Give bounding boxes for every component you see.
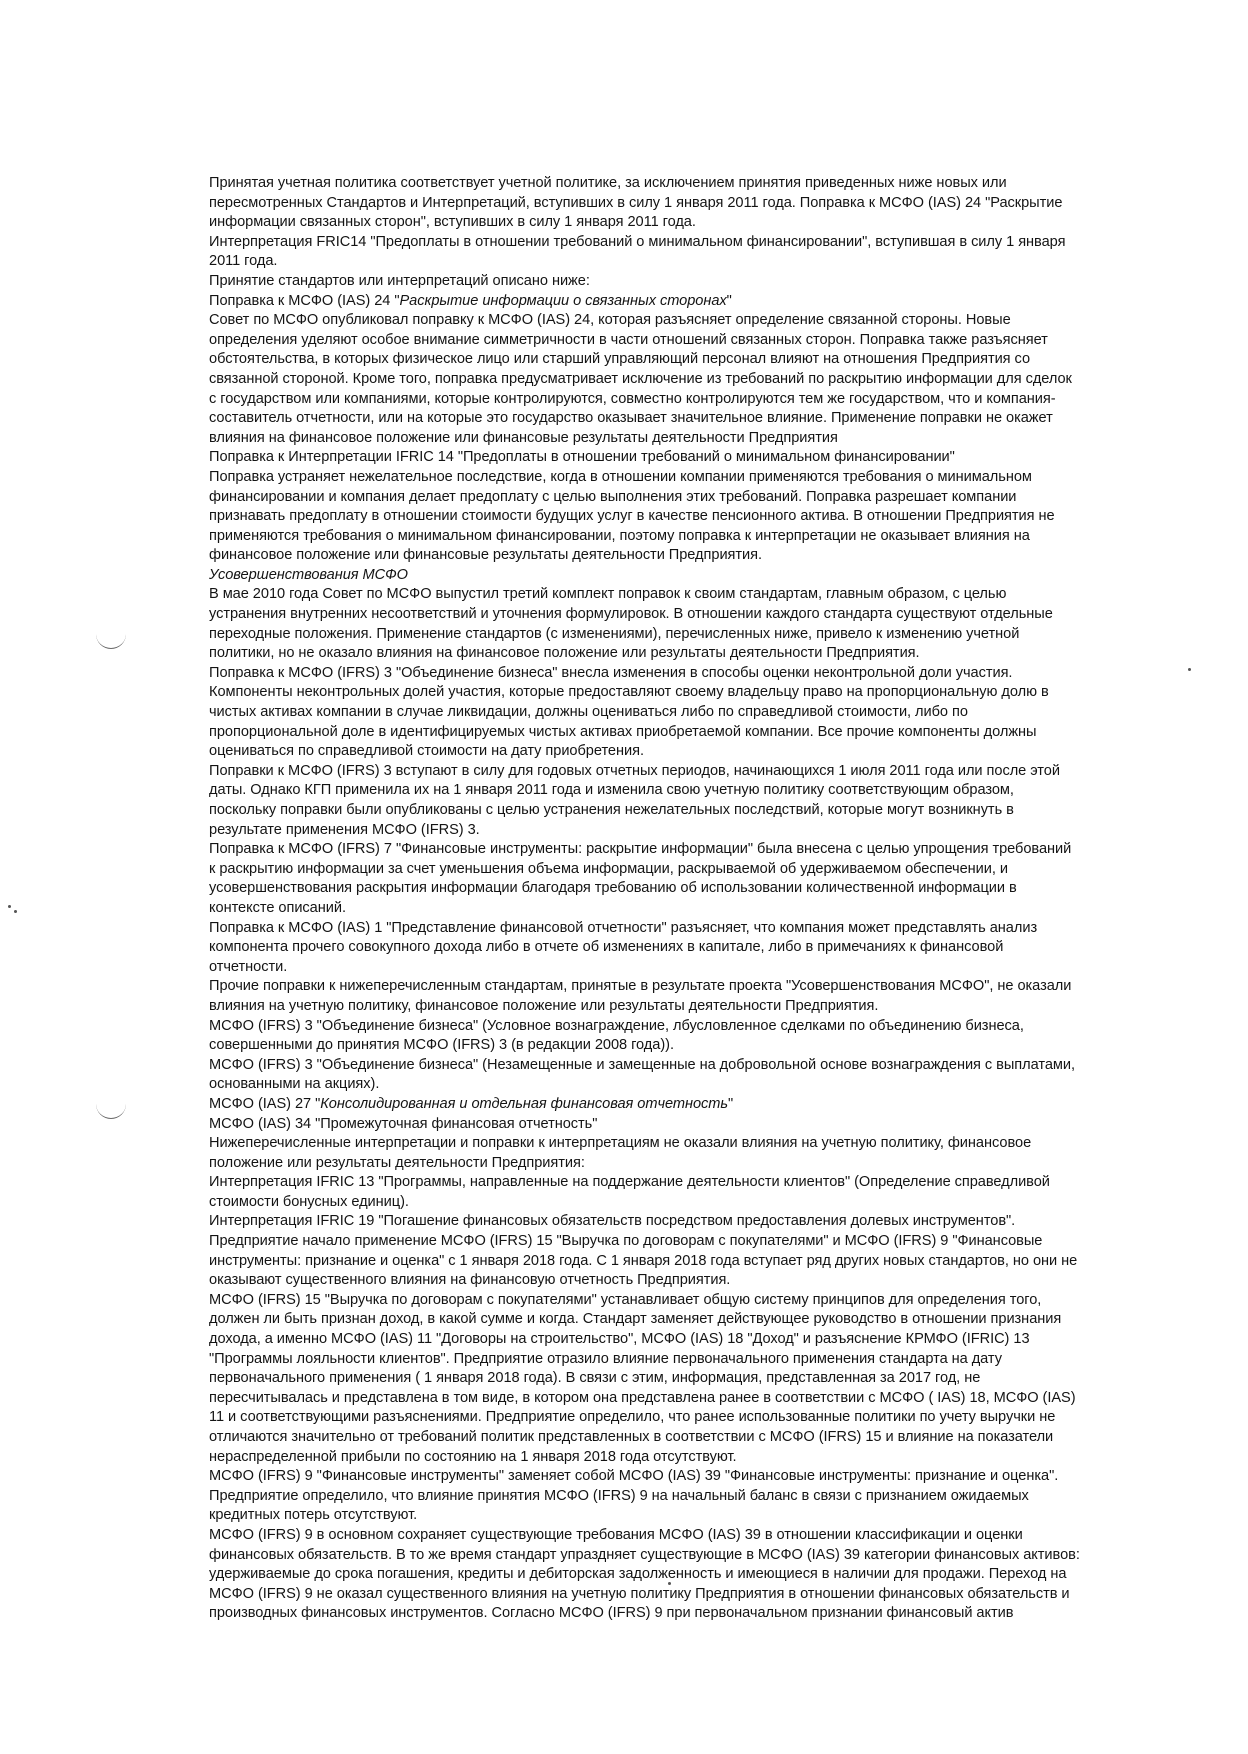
text-line: влияния на учетную политику, финансовое положение или результаты деятельности Предприятия. <box>209 997 879 1014</box>
text-line: Поправка к МСФО (IFRS) 3 "Объединение бизнеса" внесла изменения в способы оценки неконтрольной доли участия. <box>209 664 1013 681</box>
scan-artifact-dot <box>668 1582 671 1585</box>
text-line: к раскрытию информации за счет уменьшения объема информации, раскрываемой об удерживаемом обеспечении, и <box>209 860 1008 877</box>
scan-artifact-hole-mark <box>96 1098 126 1119</box>
text-line: МСФО (IAS) 27 "Консолидированная и отдельная финансовая отчетность" <box>209 1095 734 1112</box>
scan-artifact-hole-mark <box>96 628 126 649</box>
text-line: пропорциональной доле в идентифицируемых чистых активах приобретаемой компании. Все прочие компоненты должны <box>209 723 1037 740</box>
scan-artifact-dot <box>14 910 17 913</box>
text-line: контексте описаний. <box>209 899 346 916</box>
text-line: Совет по МСФО опубликовал поправку к МСФО (IAS) 24, которая разъясняет определение связанной стороны. Новые <box>209 312 1011 329</box>
text-line: устранения внутренних несоответствий и уточнения формулировок. В отношении каждого стандарта существуют отдельные <box>209 606 1053 623</box>
text-line: поскольку поправки были опубликованы с целью устранения нежелательных последствий, которые могут возникнуть в <box>209 802 1014 818</box>
text-line: основанными на акциях). <box>209 1076 380 1093</box>
text-line: информации связанных сторон", вступивших в силу 1 января 2011 года. <box>209 214 696 231</box>
text-line: пересчитывалась и представлена в том виде, в котором она представлена ранее в соответствии с МСФО ( IAS) 18, МСФО (IAS) <box>209 1389 1076 1406</box>
text-line: политики, но не оказало влияния на финансовое положение или результаты деятельности Предприятия. <box>209 645 920 662</box>
text-line: применяются требования о минимальном финансировании, поэтому поправка к интерпретации не оказывает влияния на <box>209 527 1030 544</box>
text-line: 2011 года. <box>209 253 278 270</box>
text-line: связанной стороной. Кроме того, поправка предусматривает исключение из требований по раскрытию информации для сделок <box>209 370 1072 387</box>
text-line: переходные положения. Применение стандартов (с изменениями), перечисленных ниже, привело к изменению учетной <box>209 625 1020 642</box>
text-line: Поправки к МСФО (IFRS) 3 вступают в силу для годовых отчетных периодов, начинающихся 1 июля 2011 года или после этой <box>209 762 1060 779</box>
text-line: удерживаемые до срока погашения, кредиты и дебиторская задолженность и имеющиеся в наличии для продажи. Переход на <box>209 1566 1067 1583</box>
text-line: результате применения МСФО (IFRS) 3. <box>209 821 480 838</box>
text-line: Поправка устраняет нежелательное последствие, когда в отношении компании применяются требования о минимальном <box>209 468 1032 485</box>
text-line: МСФО (IFRS) 15 "Выручка по договорам с покупателями" устанавливает общую систему принципов для определения того, <box>209 1291 1042 1308</box>
text-line: Принятие стандартов или интерпретаций описано ниже: <box>209 272 590 289</box>
text-line: Интерпретация IFRIC 19 "Погашение финансовых обязательств посредством предоставления долевых инструментов". <box>209 1213 1016 1230</box>
text-line: усовершенствования раскрытия информации благодаря требованию об использовании количественной информации в <box>209 880 1017 897</box>
text-line: составитель отчетности, или на которые это государство оказывает значительное влияние. Применение поправки не окажет <box>209 410 1053 427</box>
text-line: с государством или компаниями, которые контролируются, совместно контролируются тем же государством, что и компания- <box>209 390 1056 407</box>
text-line: МСФО (IAS) 34 "Промежуточная финансовая отчетность" <box>209 1115 598 1132</box>
text-line: стоимости бонусных единиц). <box>209 1193 409 1210</box>
text-line: МСФО (IFRS) 9 не оказал существенного влияния на учетную политику Предприятия в отношении финансовых обязательств и <box>209 1585 1070 1602</box>
text-line: чистых активах компании в случае ликвидации, должны оцениваться либо по справедливой стоимости, либо по <box>209 704 968 721</box>
text-line: Поправка к МСФО (IAS) 1 "Представление финансовой отчетности" разъясняет, что компания может представлять анализ <box>209 919 1038 936</box>
text-line: Компоненты неконтрольных долей участия, которые предоставляют своему владельцу право на пропорциональную долю в <box>209 684 1049 701</box>
text-line: влияния на финансовое положение или финансовые результаты деятельности Предприятия <box>209 429 838 446</box>
text-line: Нижеперечисленные интерпретации и поправки к интерпретациям не оказали влияния на учетную политику, финансовое <box>209 1135 1032 1152</box>
text-line: Усовершенствования МСФО <box>209 566 408 583</box>
text-line: Предприятие определило, что влияние принятия МСФО (IFRS) 9 на начальный баланс в связи с признанием ожидаемых <box>209 1487 1029 1504</box>
text-line: Прочие поправки к нижеперечисленным стандартам, принятые в результате проекта "Усовершенствования МСФО", не оказали <box>209 978 1072 995</box>
text-line: Интерпретация FRIC14 "Предоплаты в отношении требований о минимальном финансировании", вступившая в силу 1 января <box>209 233 1066 250</box>
text-line: финансировании и компания делает предоплату с целью выполнения этих требований. Поправка разрешает компании <box>209 488 1017 505</box>
text-line: совершенными до принятия МСФО (IFRS) 3 (в редакции 2008 года)). <box>209 1037 674 1054</box>
text-line: "Программы лояльности клиентов". Предприятие отразило влияние первоначального применения стандарта на дату <box>209 1350 1002 1367</box>
text-line: отличаются значительно от требований политик представленных в соответствии с МСФО (IFRS) 15 и влияние на показатели <box>209 1429 1054 1445</box>
text-line: производных финансовых инструментов. Согласно МСФО (IFRS) 9 при первоначальном признании финансовый актив <box>209 1605 1014 1622</box>
text-line: признавать предоплату в отношении стоимости будущих услуг в качестве пенсионного актива. В отношении Предприятия не <box>209 508 1055 525</box>
scan-artifact-dot <box>1188 668 1191 671</box>
text-line: МСФО (IFRS) 9 "Финансовые инструменты" заменяет собой МСФО (IAS) 39 "Финансовые инструменты: признание и оценка". <box>209 1468 1059 1485</box>
text-line: Поправка к МСФО (IAS) 24 "Раскрытие информации о связанных сторонах" <box>209 292 732 309</box>
text-line: инструменты: признание и оценка" с 1 января 2018 года. С 1 января 2018 года вступает ряд других новых стандартов, но они не <box>209 1252 1078 1269</box>
text-line: пересмотренных Стандартов и Интерпретаций, вступивших в силу 1 января 2011 года. Поправка к МСФО (IAS) 24 "Раскрытие <box>209 194 1063 211</box>
text-line: финансовых обязательств. В то же время стандарт упраздняет существующие в МСФО (IAS) 39 категории финансовых активов: <box>209 1546 1080 1563</box>
text-line: положение или результаты деятельности Предприятия: <box>209 1154 585 1171</box>
text-line: первоначального применения ( 1 января 2018 года). В связи с этим, информация, представленная за 2017 год, не <box>209 1370 981 1387</box>
document-body <box>209 174 1199 1624</box>
text-line: даты. Однако КГП применила их на 1 января 2011 года и изменила свою учетную политику соответствующим образом, <box>209 782 1014 799</box>
text-line: нераспределенной прибыли по состоянию на 1 января 2018 года отсутствуют. <box>209 1448 737 1465</box>
text-line: оцениваться по справедливой стоимости на дату приобретения. <box>209 743 644 760</box>
text-line: МСФО (IFRS) 3 "Объединение бизнеса" (Условное вознаграждение, лбусловленное сделками по объединению бизнеса, <box>209 1017 1024 1034</box>
text-line: отчетности. <box>209 958 288 975</box>
text-line: кредитных потерь отсутствуют. <box>209 1507 418 1524</box>
scan-artifact-dot <box>8 905 11 908</box>
text-line: 11 и соответствующими разъяснениями. Предприятие определило, что ранее использованные политики по учету выручки не <box>209 1409 1056 1426</box>
text-line: Интерпретация IFRIC 13 "Программы, направленные на поддержание деятельности клиентов" (Определение справедливой <box>209 1174 1050 1191</box>
text-line: МСФО (IFRS) 3 "Объединение бизнеса" (Незамещенные и замещенные на добровольной основе вознаграждения с выплатами, <box>209 1056 1075 1073</box>
text-line: Предприятие начало применение МСФО (IFRS) 15 "Выручка по договорам с покупателями" и МСФО (IFRS) 9 "Финансовые <box>209 1233 1043 1250</box>
text-line: Поправка к МСФО (IFRS) 7 "Финансовые инструменты: раскрытие информации" была внесена с целью упрощения требований <box>209 841 1072 858</box>
text-line: Поправка к Интерпретации IFRIC 14 "Предоплаты в отношении требований о минимальном финансировании" <box>209 449 955 466</box>
text-line: МСФО (IFRS) 9 в основном сохраняет существующие требования МСФО (IAS) 39 в отношении классификации и оценки <box>209 1526 1023 1543</box>
text-line: обстоятельства, в которых физическое лицо или старший управляющий персонал влияют на отношения Предприятия со <box>209 351 1031 368</box>
text-line: оказывают существенного влияния на финансовую отчетность Предприятия. <box>209 1272 731 1289</box>
text-line: В мае 2010 года Совет по МСФО выпустил третий комплект поправок к своим стандартам, главным образом, с целью <box>209 586 1007 603</box>
text-line: Принятая учетная политика соответствует учетной политике, за исключением принятия приведенных ниже новых или <box>209 175 1007 191</box>
text-line: должен ли быть признан доход, в какой сумме и когда. Стандарт заменяет действующее руководство в отношении признания <box>209 1311 1062 1328</box>
text-line: компонента прочего совокупного дохода либо в отчете об изменениях в капитале, либо в примечаниях к финансовой <box>209 939 1004 956</box>
text-line: определения уделяют особое внимание симметричности в части отношений связанных сторон. Поправка также разъясняет <box>209 331 1048 348</box>
text-line: дохода, а именно МСФО (IAS) 11 "Договоры на строительство", МСФО (IAS) 18 "Доход" и разъяснение КРМФО (IFRIC) 13 <box>209 1331 1030 1348</box>
text-line: финансовое положение или финансовые результаты деятельности Предприятия. <box>209 547 762 564</box>
